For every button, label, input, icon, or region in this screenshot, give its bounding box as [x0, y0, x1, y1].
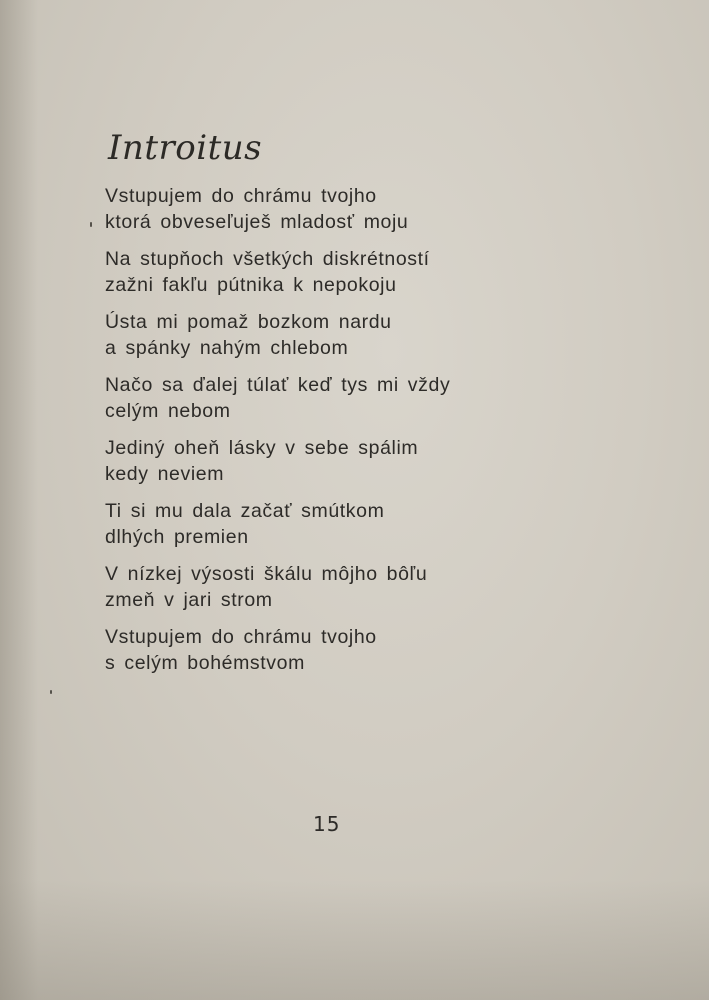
poem-line: Vstupujem do chrámu tvojho — [105, 626, 377, 648]
stanza — [105, 372, 625, 424]
stanza — [105, 183, 625, 235]
stanza — [105, 561, 625, 613]
stanza — [105, 624, 625, 676]
poem-line: a spánky nahým chlebom — [105, 337, 349, 359]
page-gutter-shadow — [0, 0, 38, 1000]
page-bottom-shadow — [0, 880, 709, 1000]
poem-line: V nízkej výsosti škálu môjho bôľu — [105, 563, 428, 585]
poem-line: Ti si mu dala začať smútkom — [105, 500, 385, 522]
poem-title: Introitus — [108, 128, 263, 168]
poem-line: Na stupňoch všetkých diskrétností — [105, 248, 430, 270]
poem-line: celým nebom — [105, 400, 231, 422]
poem-line: zažni fakľu pútnika k nepokoju — [105, 274, 397, 296]
poem-line: zmeň v jari strom — [105, 589, 273, 611]
ink-speck — [50, 690, 52, 694]
poem-line: Načo sa ďalej túlať keď tys mi vždy — [105, 374, 451, 396]
stanza — [105, 309, 625, 361]
stanza — [105, 435, 625, 487]
poem-line: s celým bohémstvom — [105, 652, 305, 674]
poem-line: Ústa mi pomaž bozkom nardu — [105, 311, 392, 333]
poem-line: dlhých premien — [105, 526, 249, 548]
poem-line: Jediný oheň lásky v sebe spálim — [105, 437, 419, 459]
ink-speck — [90, 222, 92, 227]
page-number: 15 — [313, 812, 341, 836]
stanza — [105, 498, 625, 550]
stanza — [105, 246, 625, 298]
poem-line: Vstupujem do chrámu tvojho — [105, 185, 377, 207]
poem-line: kedy neviem — [105, 463, 225, 485]
poem-body — [105, 183, 625, 687]
poem-line: ktorá obveseľuješ mladosť moju — [105, 211, 409, 233]
